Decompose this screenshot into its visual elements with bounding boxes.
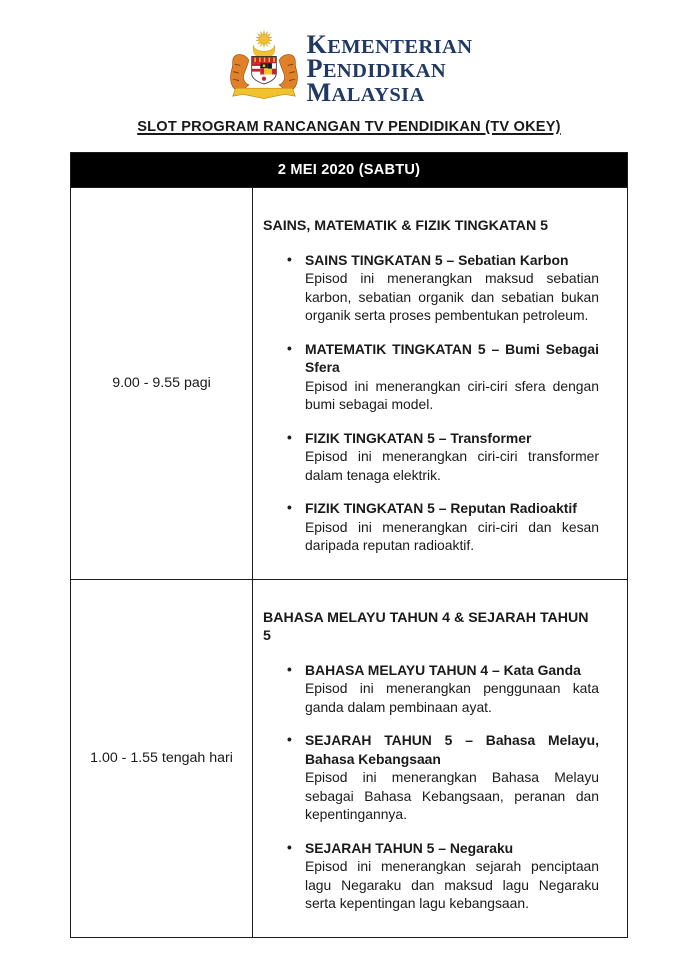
date-header: 2 MEI 2020 (SABTU) xyxy=(71,153,628,188)
program-item-title: FIZIK TINGKATAN 5 – Reputan Radioaktif xyxy=(305,500,577,516)
coat-of-arms-icon xyxy=(226,30,302,100)
ribbon-icon xyxy=(232,88,294,98)
program-item-description: Episod ini menerangkan sejarah penciptaan lagu Negaraku dan maksud lagu Negaraku serta kepentingan lagu kebangsaan. xyxy=(305,858,599,911)
program-item-description: Episod ini menerangkan ciri-ciri transformer dalam tenaga elektrik. xyxy=(305,448,599,483)
program-item-title: SEJARAH TAHUN 5 – Bahasa Melayu, Bahasa Kebangsaan xyxy=(305,732,599,767)
bullet-icon: • xyxy=(287,839,292,855)
program-item-title: MATEMATIK TINGKATAN 5 – Bumi Sebagai Sfera xyxy=(305,340,599,375)
schedule-table xyxy=(70,152,628,938)
table-row xyxy=(71,579,628,937)
program-cell xyxy=(253,579,628,937)
shield-icon xyxy=(251,56,276,83)
table-header-row xyxy=(71,153,628,188)
program-item xyxy=(263,251,599,325)
star-icon xyxy=(255,31,271,48)
time-slot: 1.00 - 1.55 tengah hari xyxy=(71,579,253,937)
program-heading: BAHASA MELAYU TAHUN 4 & SEJARAH TAHUN 5 xyxy=(263,609,589,644)
program-item-description: Episod ini menerangkan Bahasa Melayu sebagai Bahasa Kebangsaan, peranan dan kepentingannya. xyxy=(305,769,599,822)
program-item xyxy=(263,340,599,414)
table-row xyxy=(71,188,628,580)
program-item xyxy=(263,731,599,824)
program-item-title: FIZIK TINGKATAN 5 – Transformer xyxy=(305,429,532,446)
program-item-title: SEJARAH TAHUN 5 – Negaraku xyxy=(305,839,514,856)
program-item-description: Episod ini menerangkan ciri-ciri dan kesan daripada reputan radioaktif. xyxy=(305,518,599,553)
time-slot: 9.00 - 9.55 pagi xyxy=(71,188,253,580)
ministry-logo xyxy=(0,0,698,106)
bullet-icon: • xyxy=(287,500,292,515)
program-item-description: Episod ini menerangkan maksud sebatian karbon, sebatian organik dan sebatian bukan organik serta proses pembentukan petroleum. xyxy=(305,270,599,323)
program-item-description: Episod ini menerangkan penggunaan kata ganda dalam pembinaan ayat. xyxy=(305,680,599,715)
tiger-icon-right xyxy=(279,54,297,90)
program-item xyxy=(263,839,599,913)
program-heading: SAINS, MATEMATIK & FIZIK TINGKATAN 5 xyxy=(263,218,549,234)
program-item-title: BAHASA MELAYU TAHUN 4 – Kata Ganda xyxy=(305,661,581,678)
program-cell xyxy=(253,188,628,580)
bullet-icon: • xyxy=(287,661,292,677)
program-item xyxy=(263,429,599,485)
program-item-description: Episod ini menerangkan ciri-ciri sfera dengan bumi sebagai model. xyxy=(305,377,599,412)
tiger-icon-left xyxy=(230,54,248,90)
page-title: SLOT PROGRAM RANCANGAN TV PENDIDIKAN (TV OKEY) xyxy=(137,119,561,135)
ministry-name-line: KEMENTERIAN xyxy=(306,30,473,59)
ministry-name xyxy=(307,30,473,106)
program-item xyxy=(263,499,599,555)
ministry-name-line: MALAYSIA xyxy=(306,78,425,107)
ministry-name-line: PENDIDIKAN xyxy=(306,54,447,83)
bullet-icon: • xyxy=(287,429,292,445)
bullet-icon: • xyxy=(287,340,292,356)
program-item-title: SAINS TINGKATAN 5 – Sebatian Karbon xyxy=(305,251,569,268)
bullet-icon: • xyxy=(287,732,292,747)
program-item xyxy=(263,661,599,717)
bullet-icon: • xyxy=(287,251,292,267)
